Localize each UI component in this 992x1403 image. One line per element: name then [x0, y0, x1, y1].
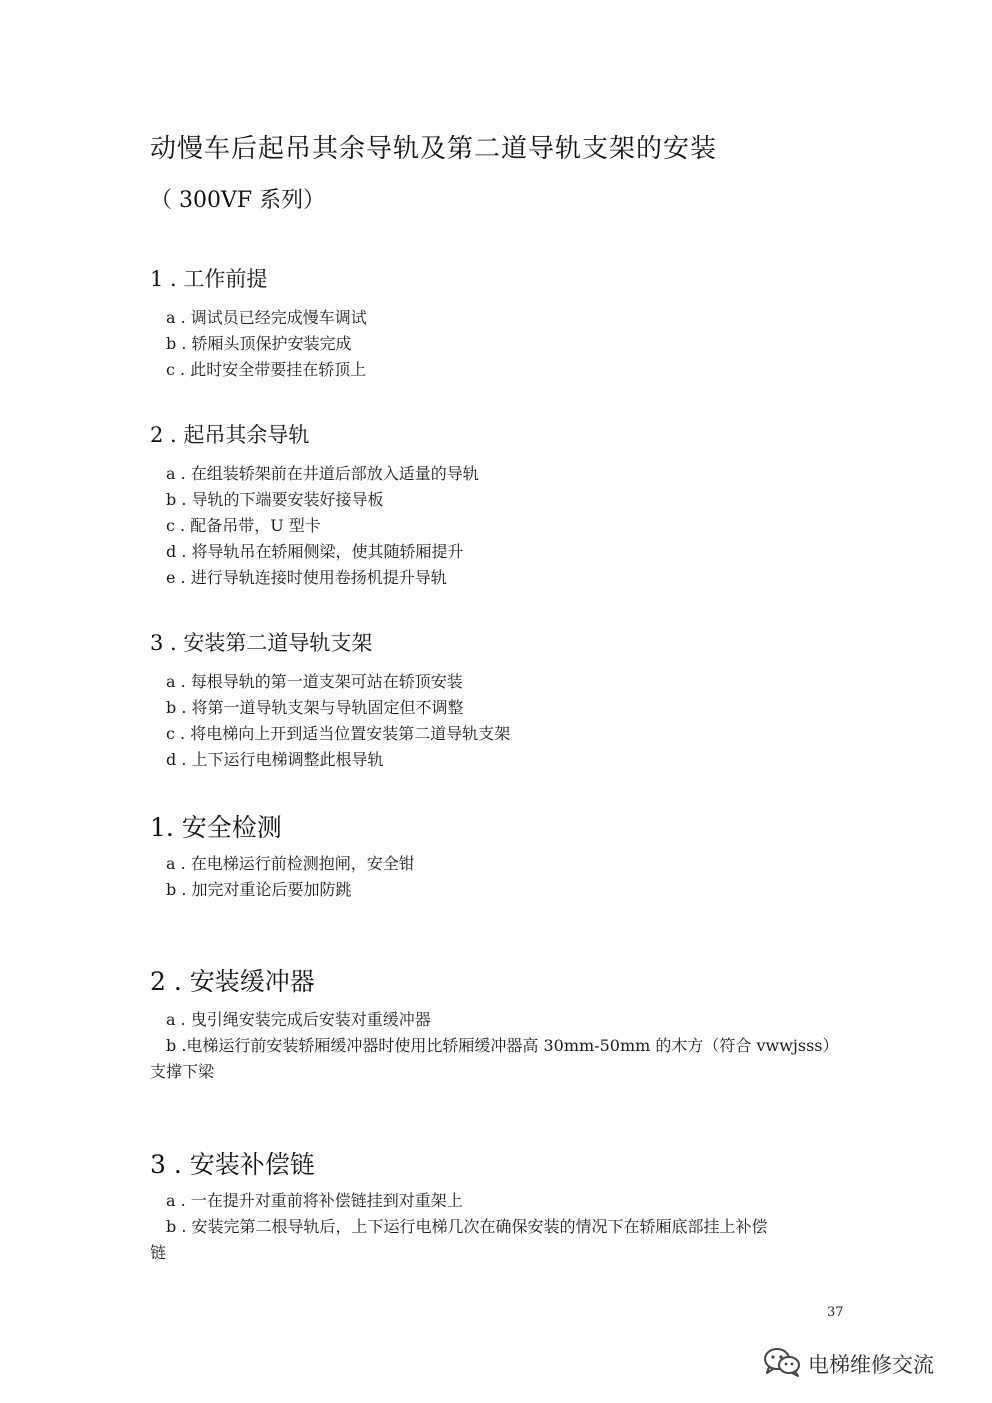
list-item: b . 加完对重论后要加防跳 [166, 880, 352, 899]
watermark-text: 电梯维修交流 [808, 1353, 934, 1377]
list-item: b .电梯运行前安装轿厢缓冲器时使用比轿厢缓冲器高 30mm-50mm 的木方（符合 vwwjsss） [166, 1036, 839, 1055]
list-item: a . 每根导轨的第一道支架可站在轿顶安装 [166, 672, 463, 691]
page-title: 动慢车后起吊其余导轨及第二道导轨支架的安装 [150, 134, 718, 164]
section-heading-buffer: 2 . 安装缓冲器 [150, 967, 315, 996]
list-item-continuation: 支撑下梁 [150, 1062, 215, 1081]
section-heading-lift-rails: 2 . 起吊其余导轨 [150, 423, 310, 447]
section-heading-second-bracket: 3 . 安装第二道导轨支架 [150, 631, 373, 655]
section-heading-compensation-chain: 3 . 安装补偿链 [150, 1150, 315, 1179]
list-item: a . 在电梯运行前检测抱闸，安全钳 [166, 854, 415, 873]
list-item: b . 轿厢头顶保护安装完成 [166, 334, 352, 353]
list-item: b . 安装完第二根导轨后，上下运行电梯几次在确保安装的情况下在轿厢底部挂上补偿 [166, 1217, 768, 1236]
watermark [762, 1346, 934, 1382]
page-subtitle: （ 300VF 系列） [150, 188, 326, 213]
list-item: a . 调试员已经完成慢车调试 [166, 308, 367, 327]
list-item: c . 将电梯向上开到适当位置安装第二道导轨支架 [166, 724, 511, 743]
list-item: c . 此时安全带要挂在轿顶上 [166, 360, 367, 379]
page-number: 37 [827, 1305, 844, 1320]
list-item: a . 在组装轿架前在井道后部放入适量的导轨 [166, 464, 479, 483]
list-item: d . 将导轨吊在轿厢侧梁，使其随轿厢提升 [166, 542, 464, 561]
section-heading-work-prerequisites: 1 . 工作前提 [150, 267, 268, 291]
list-item: e . 进行导轨连接时使用卷扬机提升导轨 [166, 568, 447, 587]
list-item: d . 上下运行电梯调整此根导轨 [166, 750, 384, 769]
list-item-continuation: 链 [150, 1243, 167, 1262]
list-item: a . 曳引绳安装完成后安装对重缓冲器 [166, 1010, 431, 1029]
list-item: b . 导轨的下端要安装好接导板 [166, 490, 384, 509]
list-item: b . 将第一道导轨支架与导轨固定但不调整 [166, 698, 464, 717]
list-item: c . 配备吊带，U 型卡 [166, 516, 321, 535]
section-heading-safety-check: 1. 安全检测 [150, 813, 282, 842]
wechat-icon [762, 1346, 802, 1382]
list-item: a . 一在提升对重前将补偿链挂到对重架上 [166, 1191, 463, 1210]
